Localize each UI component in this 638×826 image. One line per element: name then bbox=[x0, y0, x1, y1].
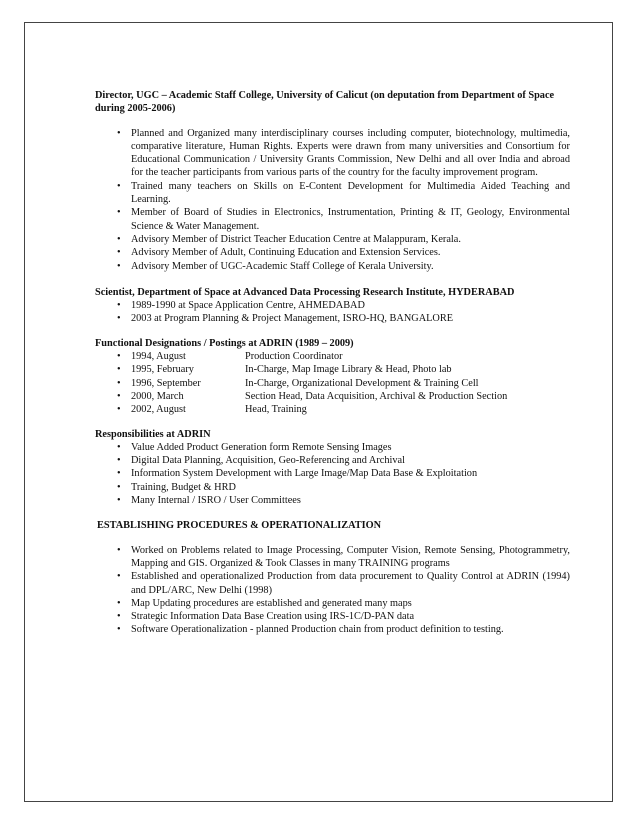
list-item bbox=[95, 623, 570, 636]
posting-role: Section Head, Data Acquisition, Archival & Production Section bbox=[245, 390, 508, 402]
list-item-text: Member of Board of Studies in Electronics, Instrumentation, Printing & IT, Geology, Environmental Science & Water Management. bbox=[131, 207, 570, 232]
list-item bbox=[95, 403, 570, 416]
list-item-text: Software Operationalization - planned Production chain from product definition to testing. bbox=[131, 624, 504, 636]
responsibilities-list bbox=[95, 441, 570, 507]
list-item bbox=[95, 597, 570, 610]
posting-role: Production Coordinator bbox=[245, 351, 343, 363]
bullet-icon: • bbox=[117, 377, 121, 389]
bullet-icon: • bbox=[117, 127, 121, 139]
document-page bbox=[24, 22, 613, 802]
list-item bbox=[95, 570, 570, 597]
list-item-text: Planned and Organized many interdisciplinary courses including computer, biotechnology, multimedia, comparative literature, Human Rights. Experts were drawn from many universities and Consortium for Educational Communication / University Grants Commission, New Delhi and all over India and abroad for the teacher participants from various parts of the country for the faculty improvement program. bbox=[131, 127, 570, 179]
list-item bbox=[95, 544, 570, 571]
bullet-icon: • bbox=[117, 364, 121, 376]
posting-role: In-Charge, Map Image Library & Head, Photo lab bbox=[245, 364, 452, 376]
list-item bbox=[95, 363, 570, 376]
posting-date: 2000, March bbox=[131, 390, 184, 402]
bullet-icon: • bbox=[117, 455, 121, 467]
bullet-icon: • bbox=[117, 544, 121, 556]
list-item bbox=[95, 610, 570, 623]
director-section bbox=[95, 89, 570, 273]
list-item-text: Map Updating procedures are established and generated many maps bbox=[131, 597, 412, 609]
establishing-section bbox=[95, 519, 570, 636]
list-item-text: Advisory Member of UGC-Academic Staff College of Kerala University. bbox=[131, 260, 434, 272]
functional-section bbox=[95, 337, 570, 417]
list-item-text: Strategic Information Data Base Creation using IRS-1C/D-PAN data bbox=[131, 611, 415, 623]
bullet-icon: • bbox=[117, 233, 121, 245]
functional-heading: Functional Designations / Postings at ADRIN (1989 – 2009) bbox=[95, 337, 354, 349]
list-item bbox=[95, 246, 570, 259]
bullet-icon: • bbox=[117, 624, 121, 636]
list-item-text: Advisory Member of District Teacher Education Centre at Malappuram, Kerala. bbox=[131, 233, 461, 245]
posting-role: In-Charge, Organizational Development & Training Cell bbox=[245, 377, 479, 389]
list-item bbox=[95, 481, 570, 494]
bullet-icon: • bbox=[117, 611, 121, 623]
posting-date: 1994, August bbox=[131, 351, 186, 363]
list-item bbox=[95, 377, 570, 390]
list-item-text: Advisory Member of Adult, Continuing Education and Extension Services. bbox=[131, 247, 441, 259]
bullet-icon: • bbox=[117, 351, 121, 363]
list-item-text: Established and operationalized Production from data procurement to Quality Control at ADRIN (1994) and DPL/ARC, New Delhi (1998) bbox=[131, 571, 570, 596]
list-item bbox=[95, 180, 570, 207]
list-item bbox=[95, 494, 570, 507]
list-item-text: Many Internal / ISRO / User Committees bbox=[131, 495, 301, 507]
list-item bbox=[95, 390, 570, 403]
list-item bbox=[95, 127, 570, 180]
director-list bbox=[95, 127, 570, 273]
bullet-icon: • bbox=[117, 571, 121, 583]
responsibilities-section bbox=[95, 428, 570, 508]
list-item-text: Trained many teachers on Skills on E-Content Development for Multimedia Aided Teaching and Learning. bbox=[131, 180, 570, 206]
director-heading: Director, UGC – Academic Staff College, University of Calicut (on deputation from Department of Space during 2005-2006) bbox=[95, 90, 555, 115]
posting-date: 1995, February bbox=[131, 364, 194, 376]
list-item-text: Information System Development with Large Image/Map Data Base & Exploitation bbox=[131, 468, 478, 480]
bullet-icon: • bbox=[117, 247, 121, 259]
list-item-text: Value Added Product Generation form Remote Sensing Images bbox=[131, 441, 392, 453]
list-item bbox=[95, 467, 570, 480]
list-item bbox=[95, 441, 570, 454]
list-item-text: 1989-1990 at Space Application Centre, AHMEDABAD bbox=[131, 300, 365, 312]
bullet-icon: • bbox=[117, 390, 121, 402]
bullet-icon: • bbox=[117, 300, 121, 312]
bullet-icon: • bbox=[117, 313, 121, 325]
list-item bbox=[95, 312, 570, 325]
posting-date: 1996, September bbox=[131, 377, 201, 389]
list-item bbox=[95, 299, 570, 312]
scientist-heading: Scientist, Department of Space at Advanced Data Processing Research Institute, HYDERABAD bbox=[95, 286, 515, 298]
scientist-section bbox=[95, 286, 570, 326]
posting-role: Head, Training bbox=[245, 404, 307, 416]
list-item-text: Worked on Problems related to Image Processing, Computer Vision, Remote Sensing, Photogrammetry, Mapping and GIS. Organized & Took Classes in many TRAINING programs bbox=[131, 544, 570, 569]
bullet-icon: • bbox=[117, 441, 121, 453]
list-item-text: Training, Budget & HRD bbox=[131, 481, 236, 493]
list-item bbox=[95, 233, 570, 246]
list-item bbox=[95, 260, 570, 273]
list-item bbox=[95, 350, 570, 363]
establishing-list bbox=[95, 544, 570, 637]
scientist-list bbox=[95, 299, 570, 326]
bullet-icon: • bbox=[117, 597, 121, 609]
responsibilities-heading: Responsibilities at ADRIN bbox=[95, 428, 211, 440]
establishing-heading: ESTABLISHING PROCEDURES & OPERATIONALIZATION bbox=[97, 520, 382, 532]
bullet-icon: • bbox=[117, 207, 121, 219]
list-item-text: Digital Data Planning, Acquisition, Geo-Referencing and Archival bbox=[131, 455, 405, 467]
bullet-icon: • bbox=[117, 260, 121, 272]
bullet-icon: • bbox=[117, 495, 121, 507]
document-content bbox=[95, 89, 570, 637]
bullet-icon: • bbox=[117, 481, 121, 493]
bullet-icon: • bbox=[117, 404, 121, 416]
bullet-icon: • bbox=[117, 468, 121, 480]
list-item bbox=[95, 206, 570, 233]
functional-list bbox=[95, 350, 570, 416]
list-item-text: 2003 at Program Planning & Project Management, ISRO-HQ, BANGALORE bbox=[131, 313, 454, 325]
list-item bbox=[95, 454, 570, 467]
posting-date: 2002, August bbox=[131, 404, 186, 416]
bullet-icon: • bbox=[117, 180, 121, 192]
